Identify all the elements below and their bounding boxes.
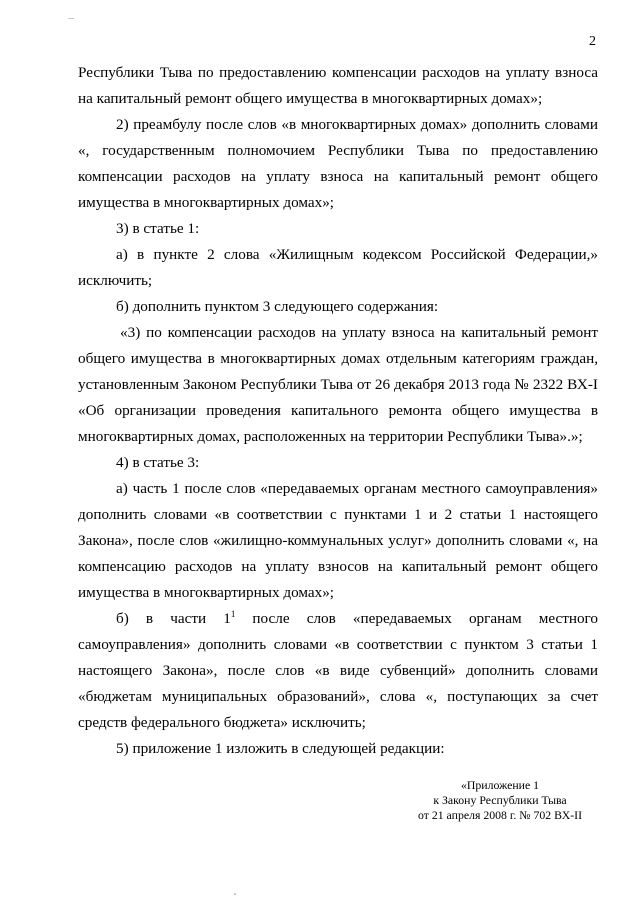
scan-mark-top — [68, 18, 74, 19]
appendix-title: «Приложение 1 — [460, 778, 540, 792]
paragraph-amendment-5: 5) приложение 1 изложить в следующей редакции: — [116, 740, 445, 757]
paragraph-amendment-3: 3) в статье 1: — [116, 220, 200, 237]
appendix-header — [380, 778, 620, 823]
appendix-law-date: от 21 апреля 2008 г. № 702 ВХ-II — [417, 808, 583, 822]
page-number: 2 — [589, 34, 596, 49]
scan-mark-bottom — [234, 893, 236, 895]
paragraph-amendment-4a: а) часть 1 после слов «передаваемых органам местного самоуправления» дополнить словами «в соответствии с пунктами 1 и 2 статьи 1 настоящего Закона», после слов «жилищно-коммунальных услуг» дополнить словами «, на компенсацию расходов на уплату взносов на капитальный ремонт общего имущества в многоквартирных домах»; — [78, 480, 598, 601]
superscript-number: 1 — [230, 608, 236, 619]
paragraph-4b-rest: после слов «передаваемых органам местного самоуправления» дополнить словами «в соответствии с пунктом 3 статьи 1 настоящего Закона», после слов «в виде субвенций» дополнить словами «бюджетам муниципальных образований», слова «, поступающих за счет средств федерального бюджета» исключить; — [78, 610, 599, 731]
document-body — [78, 60, 598, 762]
paragraph-4b-start: б) в части 1 — [116, 610, 231, 627]
paragraph-new-point-3: «3) по компенсации расходов на уплату взноса на капитальный ремонт общего имущества в многоквартирных домах отдельным категориям граждан, установленным Законом Республики Тыва от 26 декабря 2013 года № 2322 ВХ-I «Об организации проведения капитального ремонта общего имущества в многоквартирных домах, расположенных на территории Республики Тыва».»; — [78, 324, 598, 445]
paragraph-amendment-4b — [78, 606, 598, 736]
paragraph-amendment-4: 4) в статье 3: — [116, 454, 200, 471]
paragraph-amendment-3b: б) дополнить пунктом 3 следующего содержания: — [116, 298, 439, 315]
paragraph-continuation: Республики Тыва по предоставлению компенсации расходов на уплату взноса на капитальный ремонт общего имущества в многоквартирных домах»; — [78, 64, 598, 107]
paragraph-amendment-3a: а) в пункте 2 слова «Жилищным кодексом Российской Федерации,» исключить; — [78, 246, 598, 289]
appendix-law-reference: к Закону Республики Тыва — [433, 793, 567, 807]
paragraph-amendment-2: 2) преамбулу после слов «в многоквартирных домах» дополнить словами «, государственным полномочием Республики Тыва по предоставлению компенсации расходов на уплату взноса на капитальный ремонт общего имущества в многоквартирных домах»; — [78, 116, 598, 211]
